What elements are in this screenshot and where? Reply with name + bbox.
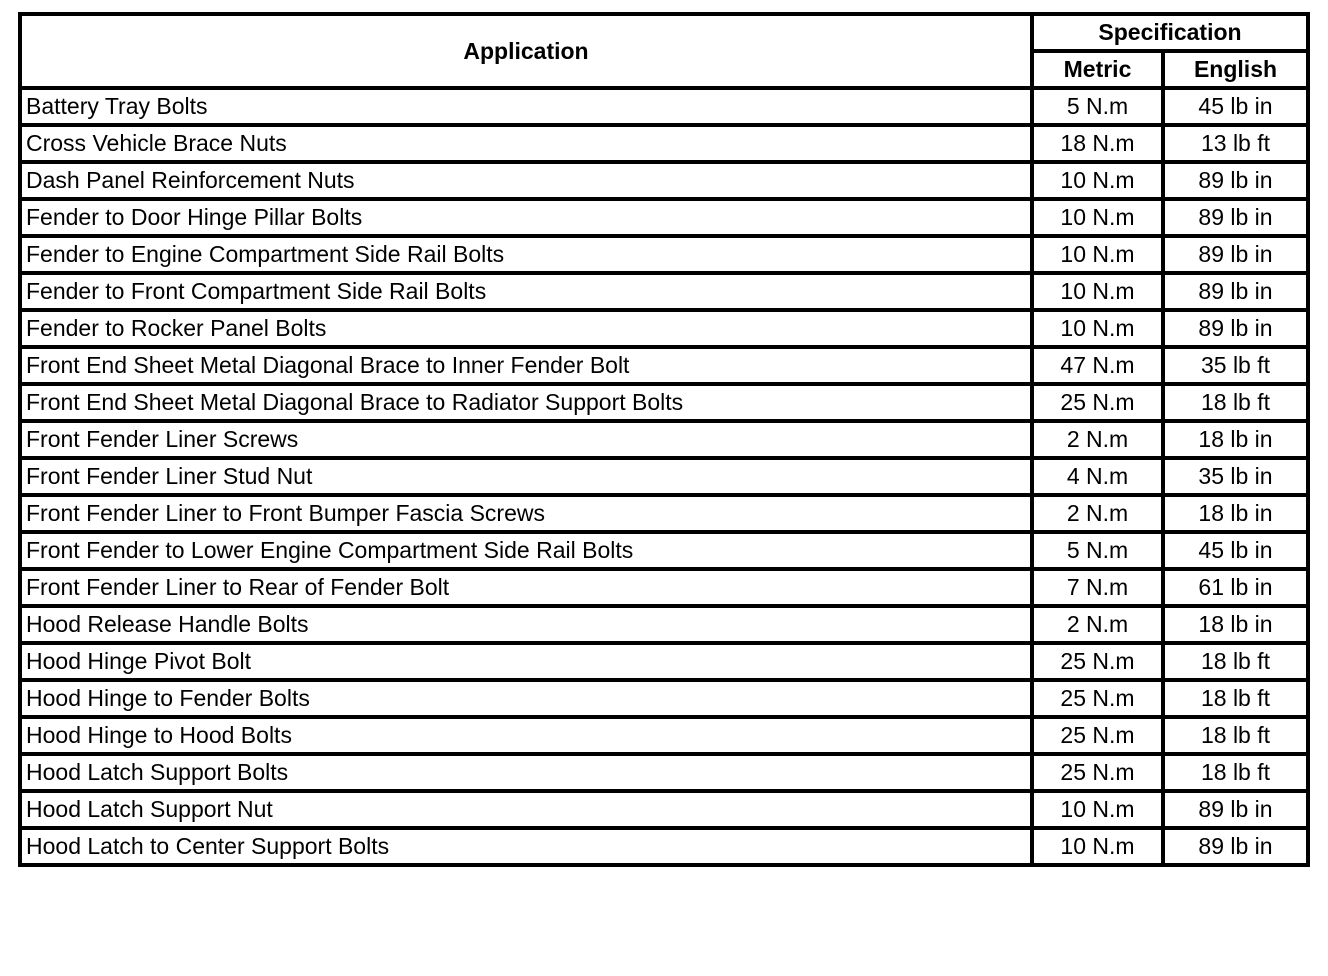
metric-column-header: Metric bbox=[1032, 51, 1163, 88]
metric-torque-cell: 10 N.m bbox=[1032, 791, 1163, 828]
english-torque-cell: 89 lb in bbox=[1163, 310, 1308, 347]
table-row bbox=[20, 125, 1308, 162]
english-torque-cell: 18 lb ft bbox=[1163, 680, 1308, 717]
english-torque-cell: 18 lb ft bbox=[1163, 754, 1308, 791]
metric-torque-cell: 25 N.m bbox=[1032, 643, 1163, 680]
table-row bbox=[20, 236, 1308, 273]
english-torque-cell: 18 lb in bbox=[1163, 606, 1308, 643]
metric-torque-cell: 7 N.m bbox=[1032, 569, 1163, 606]
application-cell: Hood Latch Support Nut bbox=[20, 791, 1032, 828]
english-torque-cell: 89 lb in bbox=[1163, 273, 1308, 310]
application-cell: Fender to Door Hinge Pillar Bolts bbox=[20, 199, 1032, 236]
application-cell: Hood Hinge Pivot Bolt bbox=[20, 643, 1032, 680]
application-cell: Front Fender Liner Stud Nut bbox=[20, 458, 1032, 495]
table-row bbox=[20, 643, 1308, 680]
application-cell: Cross Vehicle Brace Nuts bbox=[20, 125, 1032, 162]
english-torque-cell: 35 lb ft bbox=[1163, 347, 1308, 384]
application-cell: Hood Release Handle Bolts bbox=[20, 606, 1032, 643]
table-row bbox=[20, 310, 1308, 347]
english-torque-cell: 89 lb in bbox=[1163, 199, 1308, 236]
table-row bbox=[20, 828, 1308, 865]
table-header bbox=[20, 14, 1308, 88]
metric-torque-cell: 10 N.m bbox=[1032, 199, 1163, 236]
table-row bbox=[20, 754, 1308, 791]
metric-torque-cell: 2 N.m bbox=[1032, 495, 1163, 532]
table-row bbox=[20, 88, 1308, 125]
table-row bbox=[20, 199, 1308, 236]
table-row bbox=[20, 421, 1308, 458]
english-torque-cell: 61 lb in bbox=[1163, 569, 1308, 606]
header-row-top bbox=[20, 14, 1308, 51]
english-torque-cell: 89 lb in bbox=[1163, 828, 1308, 865]
english-torque-cell: 18 lb ft bbox=[1163, 643, 1308, 680]
specification-column-header: Specification bbox=[1032, 14, 1308, 51]
english-torque-cell: 18 lb in bbox=[1163, 495, 1308, 532]
application-cell: Fender to Engine Compartment Side Rail Bolts bbox=[20, 236, 1032, 273]
metric-torque-cell: 4 N.m bbox=[1032, 458, 1163, 495]
application-cell: Fender to Front Compartment Side Rail Bolts bbox=[20, 273, 1032, 310]
application-cell: Hood Latch Support Bolts bbox=[20, 754, 1032, 791]
fastener-torque-spec-table bbox=[18, 12, 1310, 867]
table-row bbox=[20, 162, 1308, 199]
metric-torque-cell: 18 N.m bbox=[1032, 125, 1163, 162]
application-cell: Front Fender Liner to Rear of Fender Bolt bbox=[20, 569, 1032, 606]
application-cell: Battery Tray Bolts bbox=[20, 88, 1032, 125]
table-row bbox=[20, 717, 1308, 754]
table-row bbox=[20, 606, 1308, 643]
application-cell: Hood Hinge to Fender Bolts bbox=[20, 680, 1032, 717]
metric-torque-cell: 2 N.m bbox=[1032, 606, 1163, 643]
table-row bbox=[20, 680, 1308, 717]
english-column-header: English bbox=[1163, 51, 1308, 88]
metric-torque-cell: 25 N.m bbox=[1032, 754, 1163, 791]
metric-torque-cell: 10 N.m bbox=[1032, 310, 1163, 347]
table-row bbox=[20, 347, 1308, 384]
english-torque-cell: 18 lb in bbox=[1163, 421, 1308, 458]
english-torque-cell: 45 lb in bbox=[1163, 88, 1308, 125]
english-torque-cell: 89 lb in bbox=[1163, 162, 1308, 199]
english-torque-cell: 35 lb in bbox=[1163, 458, 1308, 495]
application-cell: Front End Sheet Metal Diagonal Brace to Inner Fender Bolt bbox=[20, 347, 1032, 384]
application-cell: Hood Hinge to Hood Bolts bbox=[20, 717, 1032, 754]
application-cell: Hood Latch to Center Support Bolts bbox=[20, 828, 1032, 865]
metric-torque-cell: 25 N.m bbox=[1032, 384, 1163, 421]
table-row bbox=[20, 569, 1308, 606]
metric-torque-cell: 2 N.m bbox=[1032, 421, 1163, 458]
table-row bbox=[20, 273, 1308, 310]
table-body bbox=[20, 88, 1308, 865]
metric-torque-cell: 10 N.m bbox=[1032, 236, 1163, 273]
table-row bbox=[20, 458, 1308, 495]
english-torque-cell: 18 lb ft bbox=[1163, 717, 1308, 754]
metric-torque-cell: 5 N.m bbox=[1032, 532, 1163, 569]
metric-torque-cell: 10 N.m bbox=[1032, 828, 1163, 865]
application-cell: Front End Sheet Metal Diagonal Brace to Radiator Support Bolts bbox=[20, 384, 1032, 421]
table-row bbox=[20, 791, 1308, 828]
application-cell: Front Fender Liner to Front Bumper Fascia Screws bbox=[20, 495, 1032, 532]
english-torque-cell: 18 lb ft bbox=[1163, 384, 1308, 421]
application-cell: Front Fender Liner Screws bbox=[20, 421, 1032, 458]
metric-torque-cell: 5 N.m bbox=[1032, 88, 1163, 125]
application-cell: Dash Panel Reinforcement Nuts bbox=[20, 162, 1032, 199]
english-torque-cell: 45 lb in bbox=[1163, 532, 1308, 569]
spec-table-container bbox=[18, 12, 1310, 867]
metric-torque-cell: 47 N.m bbox=[1032, 347, 1163, 384]
metric-torque-cell: 25 N.m bbox=[1032, 717, 1163, 754]
english-torque-cell: 89 lb in bbox=[1163, 236, 1308, 273]
metric-torque-cell: 10 N.m bbox=[1032, 162, 1163, 199]
metric-torque-cell: 10 N.m bbox=[1032, 273, 1163, 310]
table-row bbox=[20, 495, 1308, 532]
application-cell: Fender to Rocker Panel Bolts bbox=[20, 310, 1032, 347]
application-column-header: Application bbox=[20, 14, 1032, 88]
metric-torque-cell: 25 N.m bbox=[1032, 680, 1163, 717]
application-cell: Front Fender to Lower Engine Compartment Side Rail Bolts bbox=[20, 532, 1032, 569]
table-row bbox=[20, 384, 1308, 421]
english-torque-cell: 89 lb in bbox=[1163, 791, 1308, 828]
english-torque-cell: 13 lb ft bbox=[1163, 125, 1308, 162]
table-row bbox=[20, 532, 1308, 569]
